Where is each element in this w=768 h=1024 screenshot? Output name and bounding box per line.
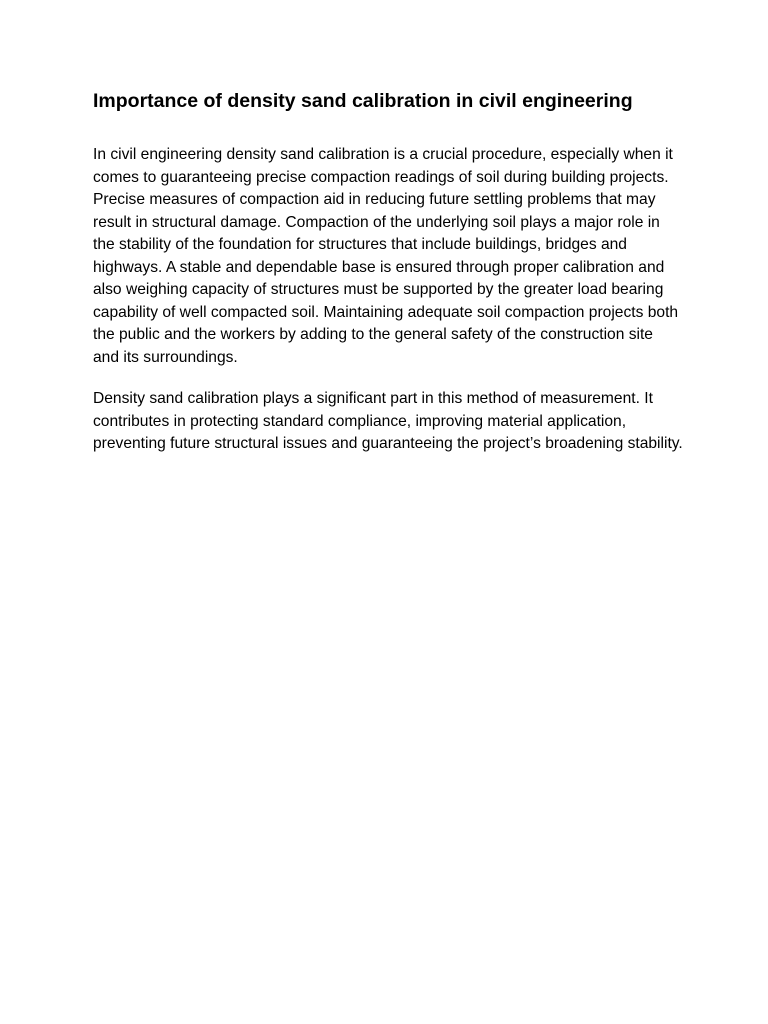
paragraph-1: In civil engineering density sand calibration is a crucial procedure, especially when it comes to guaranteeing precise compaction readings of soil during building projects. Precise measures of compaction aid in reducing future settling problems that may result in structural damage. Compaction of the underlying soil plays a major role in the stability of the foundation for structures that include buildings, bridges and highways. A stable and dependable base is ensured through proper calibration and also weighing capacity of structures must be supported by the greater load bearing capability of well compacted soil. Maintaining adequate soil compaction projects both the public and the workers by adding to the general safety of the construction site and its surroundings. xyxy=(93,146,679,366)
paragraph-2: Density sand calibration plays a significant part in this method of measurement. It contributes in protecting standard compliance, improving material application, preventing future structural issues and guaranteeing the project’s broadening stability. xyxy=(93,390,683,452)
document-body xyxy=(93,88,683,475)
document-title: Importance of density sand calibration in civil engineering xyxy=(93,90,633,112)
